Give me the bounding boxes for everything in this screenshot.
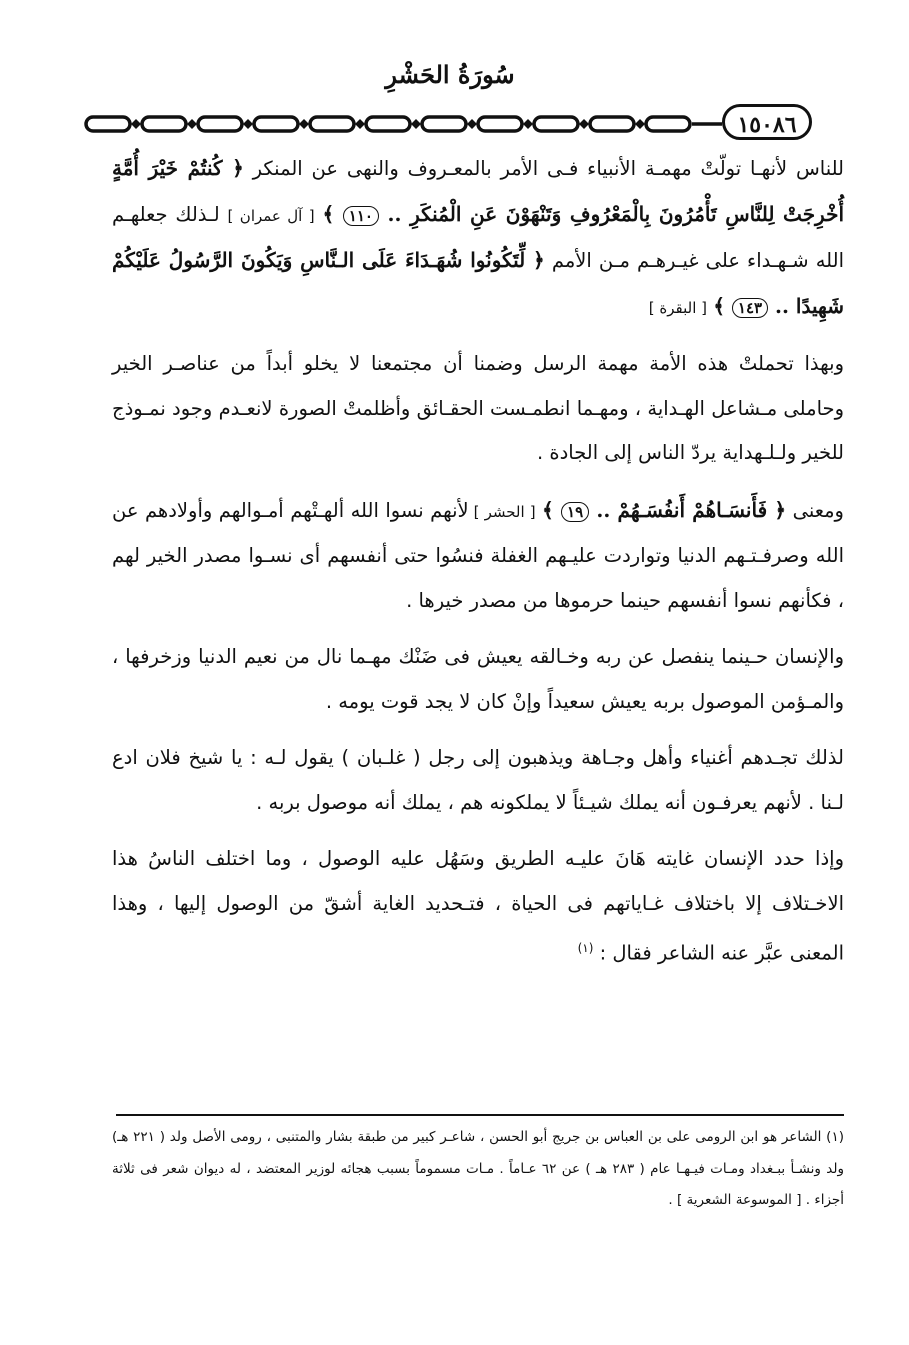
decorative-chain-rule <box>82 114 722 134</box>
paragraph-5: لذلك تجـدهم أغنياء وأهل وجـاهة ويذهبون إلى رجل ( غلـبان ) يقول لـه : يا شيخ فلان ادع لـنا . لأنهم يعرفـون أنه يملك شيـئاً لا يملكونه هم ، يملك أنه موصول بربه . <box>112 746 844 814</box>
surah-reference-hashr: [ الحشر ] <box>468 502 536 521</box>
main-text <box>112 146 844 976</box>
page-number: ١٥٠٨٦ <box>722 104 812 140</box>
verse-close-bracket: ﴾ <box>322 201 343 226</box>
surah-reference-imran: [ آل عمران ] <box>227 206 315 225</box>
surah-title: سُورَةُ الحَشْرِ <box>385 60 515 89</box>
footnote-divider <box>116 1114 844 1116</box>
paragraph-1-line-1: للناس لأنهـا تولّتْ مهمـة الأنبياء فـى الأمر بالمعـروف والنهى عن المنكر <box>252 157 845 180</box>
paragraph-4: والإنسان حـينما ينفصل عن ربه وخـالقه يعيش فى ضَنْك مهـما نال من نعيم الدنيا وزخرفها ، والمـؤمن الموصول بربه يعيش سعيداً وإنْ كان لا يجد قوت يومه . <box>112 645 844 713</box>
quran-verse-imran-text: ﴿ كُنتُمْ خَيْرَ أُمَّةٍ أُخْرِجَتْ لِلنَّاسِ تَأْمُرُونَ بِالْمَعْرُوفِ وَتَنْهَوْنَ عَنِ الْمُنكَرِ .. <box>112 156 845 226</box>
quran-verse-baqara-text: ﴿ لِّتَكُونُوا شُهَـدَاءَ عَلَى الـنَّاسِ وَيَكُونَ الرَّسُولُ عَلَيْكُمْ شَهِيدًا .. <box>112 248 844 318</box>
paragraph-1 <box>112 146 844 330</box>
verse-close-bracket: ﴾ <box>713 293 732 318</box>
ayah-number: ١١٠ <box>343 206 379 226</box>
surah-reference-baqara: [ البقرة ] <box>648 298 708 317</box>
paragraph-3-start: ومعنى <box>786 498 844 522</box>
paragraph-3 <box>112 488 844 624</box>
paragraph-2: وبهذا تحملتْ هذه الأمة مهمة الرسل وضمنا أن مجتمعنا لا يخلو أبداً من عناصـر الخير وحاملى مـشاعل الهـداية ، ومهـما انطمـست الحقـائق وأظلمتْ الصورة لانعـدم وجود نمـوذج للخير ولـلـهداية يردّ الناس إلى الجادة . <box>112 352 844 464</box>
paragraph-3-rest: لأنهم نسوا الله ألهـتْهم أمـوالهم وأولادهم عن الله وصرفـتـهم الدنيا وتواردت عليـهم الغفلة فنسُوا حتى أنفسهم أى نسـوا مصدر الخير لهم ، فكأنهم نسوا أنفسهم حينما حرموها من مصدر خيرها . <box>112 498 844 612</box>
paragraph-1-line-3: لـذلك جعلهـم الله شـهـداء على غيـرهـم مـن الأمم <box>112 202 844 272</box>
footnote-marker: (١) <box>577 941 594 955</box>
ayah-number: ١٩ <box>561 502 589 522</box>
verse-close-bracket: ﴾ <box>542 497 562 522</box>
quran-verse-hashr <box>542 498 786 522</box>
paragraph-6 <box>112 837 844 976</box>
quran-verse-hashr-text: ﴿ فَأَنسَـاهُمْ أَنفُسَـهُمْ .. <box>589 497 787 522</box>
paragraph-6-text: وإذا حدد الإنسان غايته هَانَ عليـه الطريق وسَهُل عليه الوصول ، وما اختلف الناسُ هذا الاخـتلاف إلا باختلاف غـاياتهم فى الحياة ، فتـحديد الغاية أشقّ من الوصول إليها ، وهذا المعنى عبَّر عنه الشاعر فقال : <box>112 847 844 965</box>
footnote: (١) الشاعر هو ابن الرومى على بن العباس بن جريج أبو الحسن ، شاعـر كبير من طبقة بشار والمتنبى ، رومى الأصل ولد ( ٢٢١ هـ) ولد ونشـأ ببـغداد ومـات فيـهـا عام ( ٢٨٣ هـ ) عن ٦٢ عـاماً . مـات مسموماً بسبب هجائه لوزير المعتضد ، له ديوان شعر فى ثلاثة أجزاء . [ الموسوعة الشعرية ] . <box>112 1129 845 1208</box>
ayah-number: ١٤٣ <box>732 298 768 318</box>
